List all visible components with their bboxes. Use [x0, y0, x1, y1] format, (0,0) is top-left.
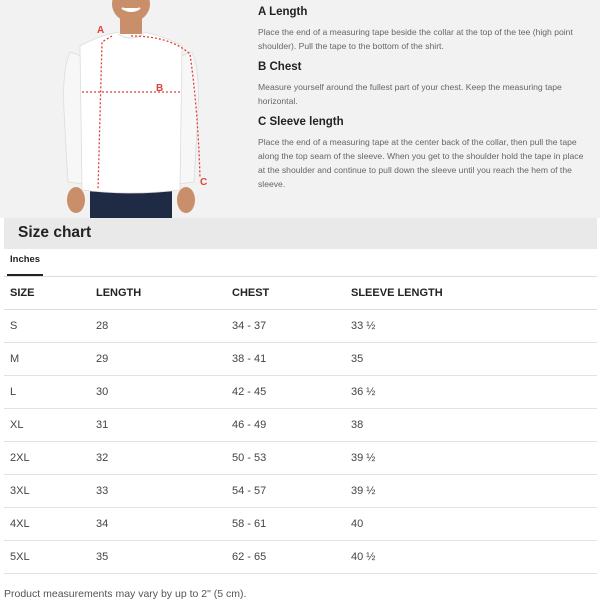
instruction-title: A Length	[258, 6, 308, 18]
cell-size: 4XL	[4, 508, 90, 541]
shirt-shape	[80, 32, 182, 193]
instruction-chest	[258, 61, 588, 108]
cell-sleeve: 38	[345, 409, 597, 442]
cell-length: 29	[90, 343, 226, 376]
cell-size: XL	[4, 409, 90, 442]
marker-c: C	[200, 177, 208, 188]
cell-chest: 62 - 65	[226, 541, 345, 574]
instruction-sleeve	[258, 116, 588, 191]
cell-length: 35	[90, 541, 226, 574]
cell-size: 3XL	[4, 475, 90, 508]
cell-length: 31	[90, 409, 226, 442]
cell-chest: 42 - 45	[226, 376, 345, 409]
instruction-length	[258, 6, 588, 53]
table-header-row	[4, 277, 597, 310]
size-table	[4, 277, 597, 574]
cell-size: 5XL	[4, 541, 90, 574]
unit-tabs	[4, 249, 597, 277]
tab-inches[interactable]: Inches	[7, 249, 43, 276]
instruction-text: Place the end of a measuring tape at the center back of the collar, then pull the tape along the top seam of the sleeve. When you get to the shoulder hold the tape in place at the shoulder and continue to pull down the sleeve until you reach the hem of the sleeve.	[258, 137, 584, 189]
cell-chest: 46 - 49	[226, 409, 345, 442]
measurement-guide	[0, 0, 600, 218]
cell-chest: 50 - 53	[226, 442, 345, 475]
header-size: SIZE	[4, 277, 90, 310]
instruction-title: B Chest	[258, 61, 302, 73]
table-row	[4, 409, 597, 442]
instructions	[258, 6, 588, 199]
instruction-title: C Sleeve length	[258, 116, 344, 128]
cell-chest: 34 - 37	[226, 310, 345, 343]
cell-sleeve: 35	[345, 343, 597, 376]
table-row	[4, 508, 597, 541]
shirt-illustration	[40, 0, 240, 218]
measurement-footnote: Product measurements may vary by up to 2" (5 cm).	[4, 588, 247, 600]
table-row	[4, 343, 597, 376]
cell-size: S	[4, 310, 90, 343]
header-length: LENGTH	[90, 277, 226, 310]
cell-size: L	[4, 376, 90, 409]
marker-b: B	[156, 83, 164, 94]
marker-a: A	[97, 25, 105, 36]
cell-size: M	[4, 343, 90, 376]
cell-length: 33	[90, 475, 226, 508]
header-sleeve-length: SLEEVE LENGTH	[345, 277, 597, 310]
header-chest: CHEST	[226, 277, 345, 310]
table-row	[4, 310, 597, 343]
cell-sleeve: 39 ½	[345, 475, 597, 508]
table-row	[4, 541, 597, 574]
table-row	[4, 376, 597, 409]
cell-chest: 38 - 41	[226, 343, 345, 376]
cell-size: 2XL	[4, 442, 90, 475]
instruction-text: Place the end of a measuring tape beside the collar at the top of the tee (high point shoulder). Pull the tape to the bottom of the shirt.	[258, 27, 573, 51]
cell-sleeve: 36 ½	[345, 376, 597, 409]
cell-length: 30	[90, 376, 226, 409]
cell-length: 28	[90, 310, 226, 343]
size-chart-header	[4, 218, 597, 249]
cell-sleeve: 39 ½	[345, 442, 597, 475]
instruction-text: Measure yourself around the fullest part of your chest. Keep the measuring tape horizontal.	[258, 82, 562, 106]
cell-sleeve: 40 ½	[345, 541, 597, 574]
model-figure	[40, 0, 240, 218]
cell-length: 32	[90, 442, 226, 475]
cell-chest: 58 - 61	[226, 508, 345, 541]
table-row	[4, 442, 597, 475]
size-chart-title: Size chart	[18, 224, 92, 241]
cell-sleeve: 33 ½	[345, 310, 597, 343]
cell-length: 34	[90, 508, 226, 541]
cell-chest: 54 - 57	[226, 475, 345, 508]
table-row	[4, 475, 597, 508]
cell-sleeve: 40	[345, 508, 597, 541]
